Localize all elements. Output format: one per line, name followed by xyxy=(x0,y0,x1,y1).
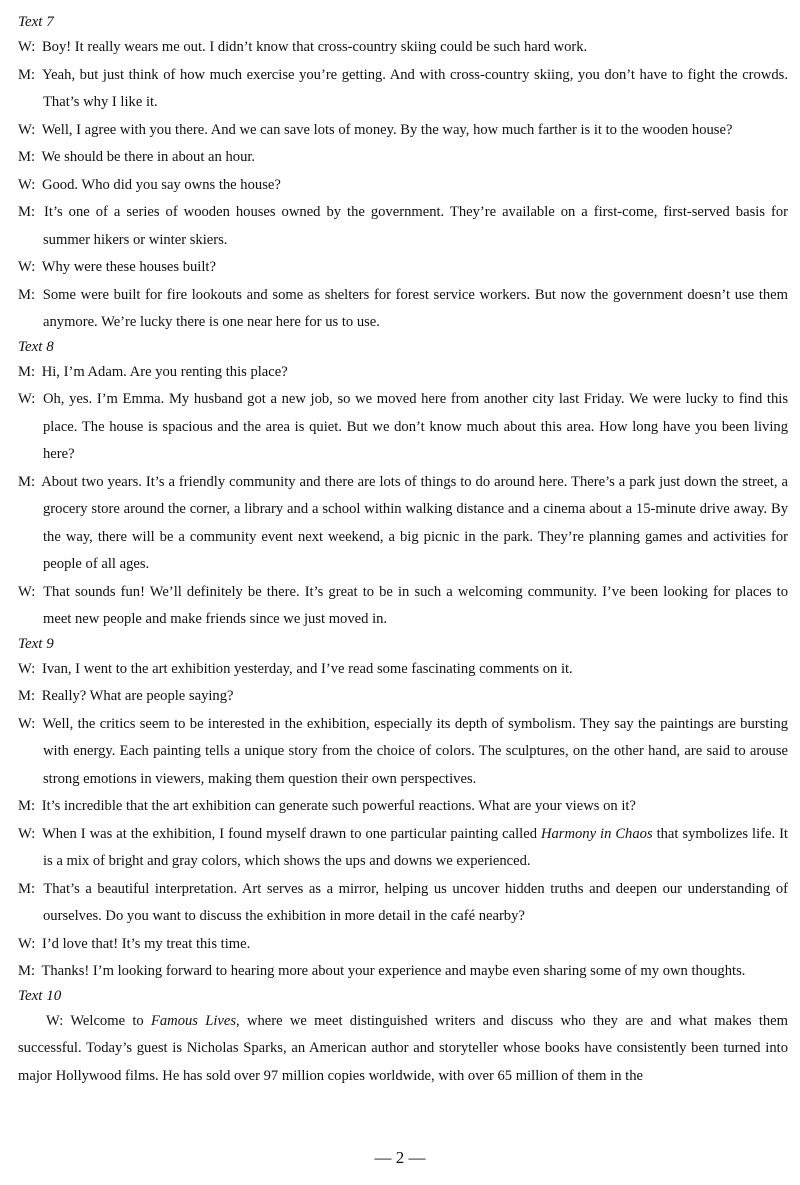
speaker-label: W xyxy=(18,259,32,275)
speaker-label: M xyxy=(18,66,31,83)
speaker-label: M xyxy=(18,880,31,897)
dialogue-line: M: About two years. It’s a friendly community and there are lots of things to do around here. There’s a park just down the street, a grocery store around the corner, a library and a school within walking distance and a cinema about a 15-minute drive away. By the way, there will be a community event next weekend, a big picnic in the park. They’re planning games and activities for people of all ages. xyxy=(18,473,788,572)
dialogue-line: W: Boy! It really wears me out. I didn’t know that cross-country skiing could be such hard work. xyxy=(18,39,588,55)
dialogue-line: M: Hi, I’m Adam. Are you renting this place? xyxy=(18,363,288,380)
dialogue-text9 xyxy=(18,656,788,986)
speaker-label: M xyxy=(18,473,31,490)
dialogue-line: M: Thanks! I’m looking forward to hearing more about your experience and maybe even sharing some of my own thoughts. xyxy=(18,963,746,979)
speaker-label: W xyxy=(18,935,32,952)
dialogue-text7 xyxy=(18,34,788,337)
speaker-label: W xyxy=(18,583,32,600)
dialogue-line: M: Really? What are people saying? xyxy=(18,688,234,704)
dialogue-line: W: When I was at the exhibition, I found myself drawn to one particular painting called Harmony in Chaos that symbolizes life. It is a mix of bright and gray colors, which shows the ups and downs we experienced. xyxy=(18,825,788,869)
dialogue-line: W: That sounds fun! We’ll definitely be there. It’s great to be in such a welcoming community. I’ve been looking for places to meet new people and make friends since we just moved in. xyxy=(18,583,789,627)
speaker-label: W xyxy=(18,715,32,732)
speaker-label: W xyxy=(18,176,32,193)
dialogue-line: W: Oh, yes. I’m Emma. My husband got a new job, so we moved here from another city last Friday. We were lucky to find this place. The house is spacious and the area is quiet. But we don’t know much about this area. How long have you been living here? xyxy=(18,391,788,462)
speaker-label: M xyxy=(18,149,31,165)
dialogue-text8 xyxy=(18,359,788,634)
dialogue-line: W: Good. Who did you say owns the house? xyxy=(18,176,281,193)
speaker-label: M xyxy=(18,688,31,704)
dialogue-line: M: Some were built for fire lookouts and some as shelters for forest service workers. But now the government doesn’t use them anymore. We’re lucky there is one near here for us to use. xyxy=(18,286,788,330)
section-title-text8: Text 8 xyxy=(18,338,54,355)
dialogue-line: W: Well, I agree with you there. And we can save lots of money. By the way, how much farther is it to the wooden house? xyxy=(18,121,733,138)
dialogue-line: M: Yeah, but just think of how much exercise you’re getting. And with cross-country skiing, you don’t have to fight the crowds. That’s why I like it. xyxy=(18,66,789,110)
dialogue-line: M: We should be there in about an hour. xyxy=(18,149,256,165)
dialogue-line: M: It’s incredible that the art exhibition can generate such powerful reactions. What are your views on it? xyxy=(18,798,636,814)
page-number: — 2 — xyxy=(374,1148,426,1167)
speaker-label: M xyxy=(18,963,31,979)
dialogue-line: M: It’s one of a series of wooden houses owned by the government. They’re available on a first-come, first-served basis for summer hikers or winter skiers. xyxy=(18,204,788,248)
speaker-label: W xyxy=(18,825,32,842)
monologue-intro: W: Welcome to Famous Lives, where we meet distinguished writers and discuss who they are and what makes them successful. Today’s guest is Nicholas Sparks, an American author and storyteller whose books have consistently been turned into major Hollywood films. He has sold over 97 million copies worldwide, with over 65 million of them in the xyxy=(18,1012,789,1084)
section-title-text7: Text 7 xyxy=(18,14,54,30)
program-title: Famous Lives xyxy=(150,1012,237,1029)
dialogue-line: W: Well, the critics seem to be interested in the exhibition, especially its depth of symbolism. They say the paintings are bursting with energy. Each painting tells a unique story from the choice of colors. The sculptures, on the other hand, are said to arouse strong emotions in viewers, making them question their own perspectives. xyxy=(18,715,789,787)
painting-title: Harmony in Chaos xyxy=(540,825,653,842)
section-title-text10: Text 10 xyxy=(18,987,62,1004)
speaker-label: M xyxy=(18,204,31,220)
speaker-label: W xyxy=(18,660,32,677)
section-title-text9: Text 9 xyxy=(18,635,54,652)
speaker-label: M xyxy=(18,286,31,303)
speaker-label: W xyxy=(46,1012,60,1029)
dialogue-line: W: Why were these houses built? xyxy=(18,259,216,275)
speaker-label: W xyxy=(18,391,32,407)
dialogue-line: W: Ivan, I went to the art exhibition yesterday, and I’ve read some fascinating comments on it. xyxy=(18,660,573,677)
speaker-label: W xyxy=(18,39,32,55)
speaker-label: M xyxy=(18,363,31,380)
dialogue-line: M: That’s a beautiful interpretation. Art serves as a mirror, helping us uncover hidden truths and deepen our understanding of ourselves. Do you want to discuss the exhibition in more detail in the café nearby? xyxy=(18,880,788,924)
speaker-label: W xyxy=(18,121,32,138)
speaker-label: M xyxy=(18,798,31,814)
dialogue-line: W: I’d love that! It’s my treat this time. xyxy=(18,935,251,952)
document-page xyxy=(18,12,788,1090)
